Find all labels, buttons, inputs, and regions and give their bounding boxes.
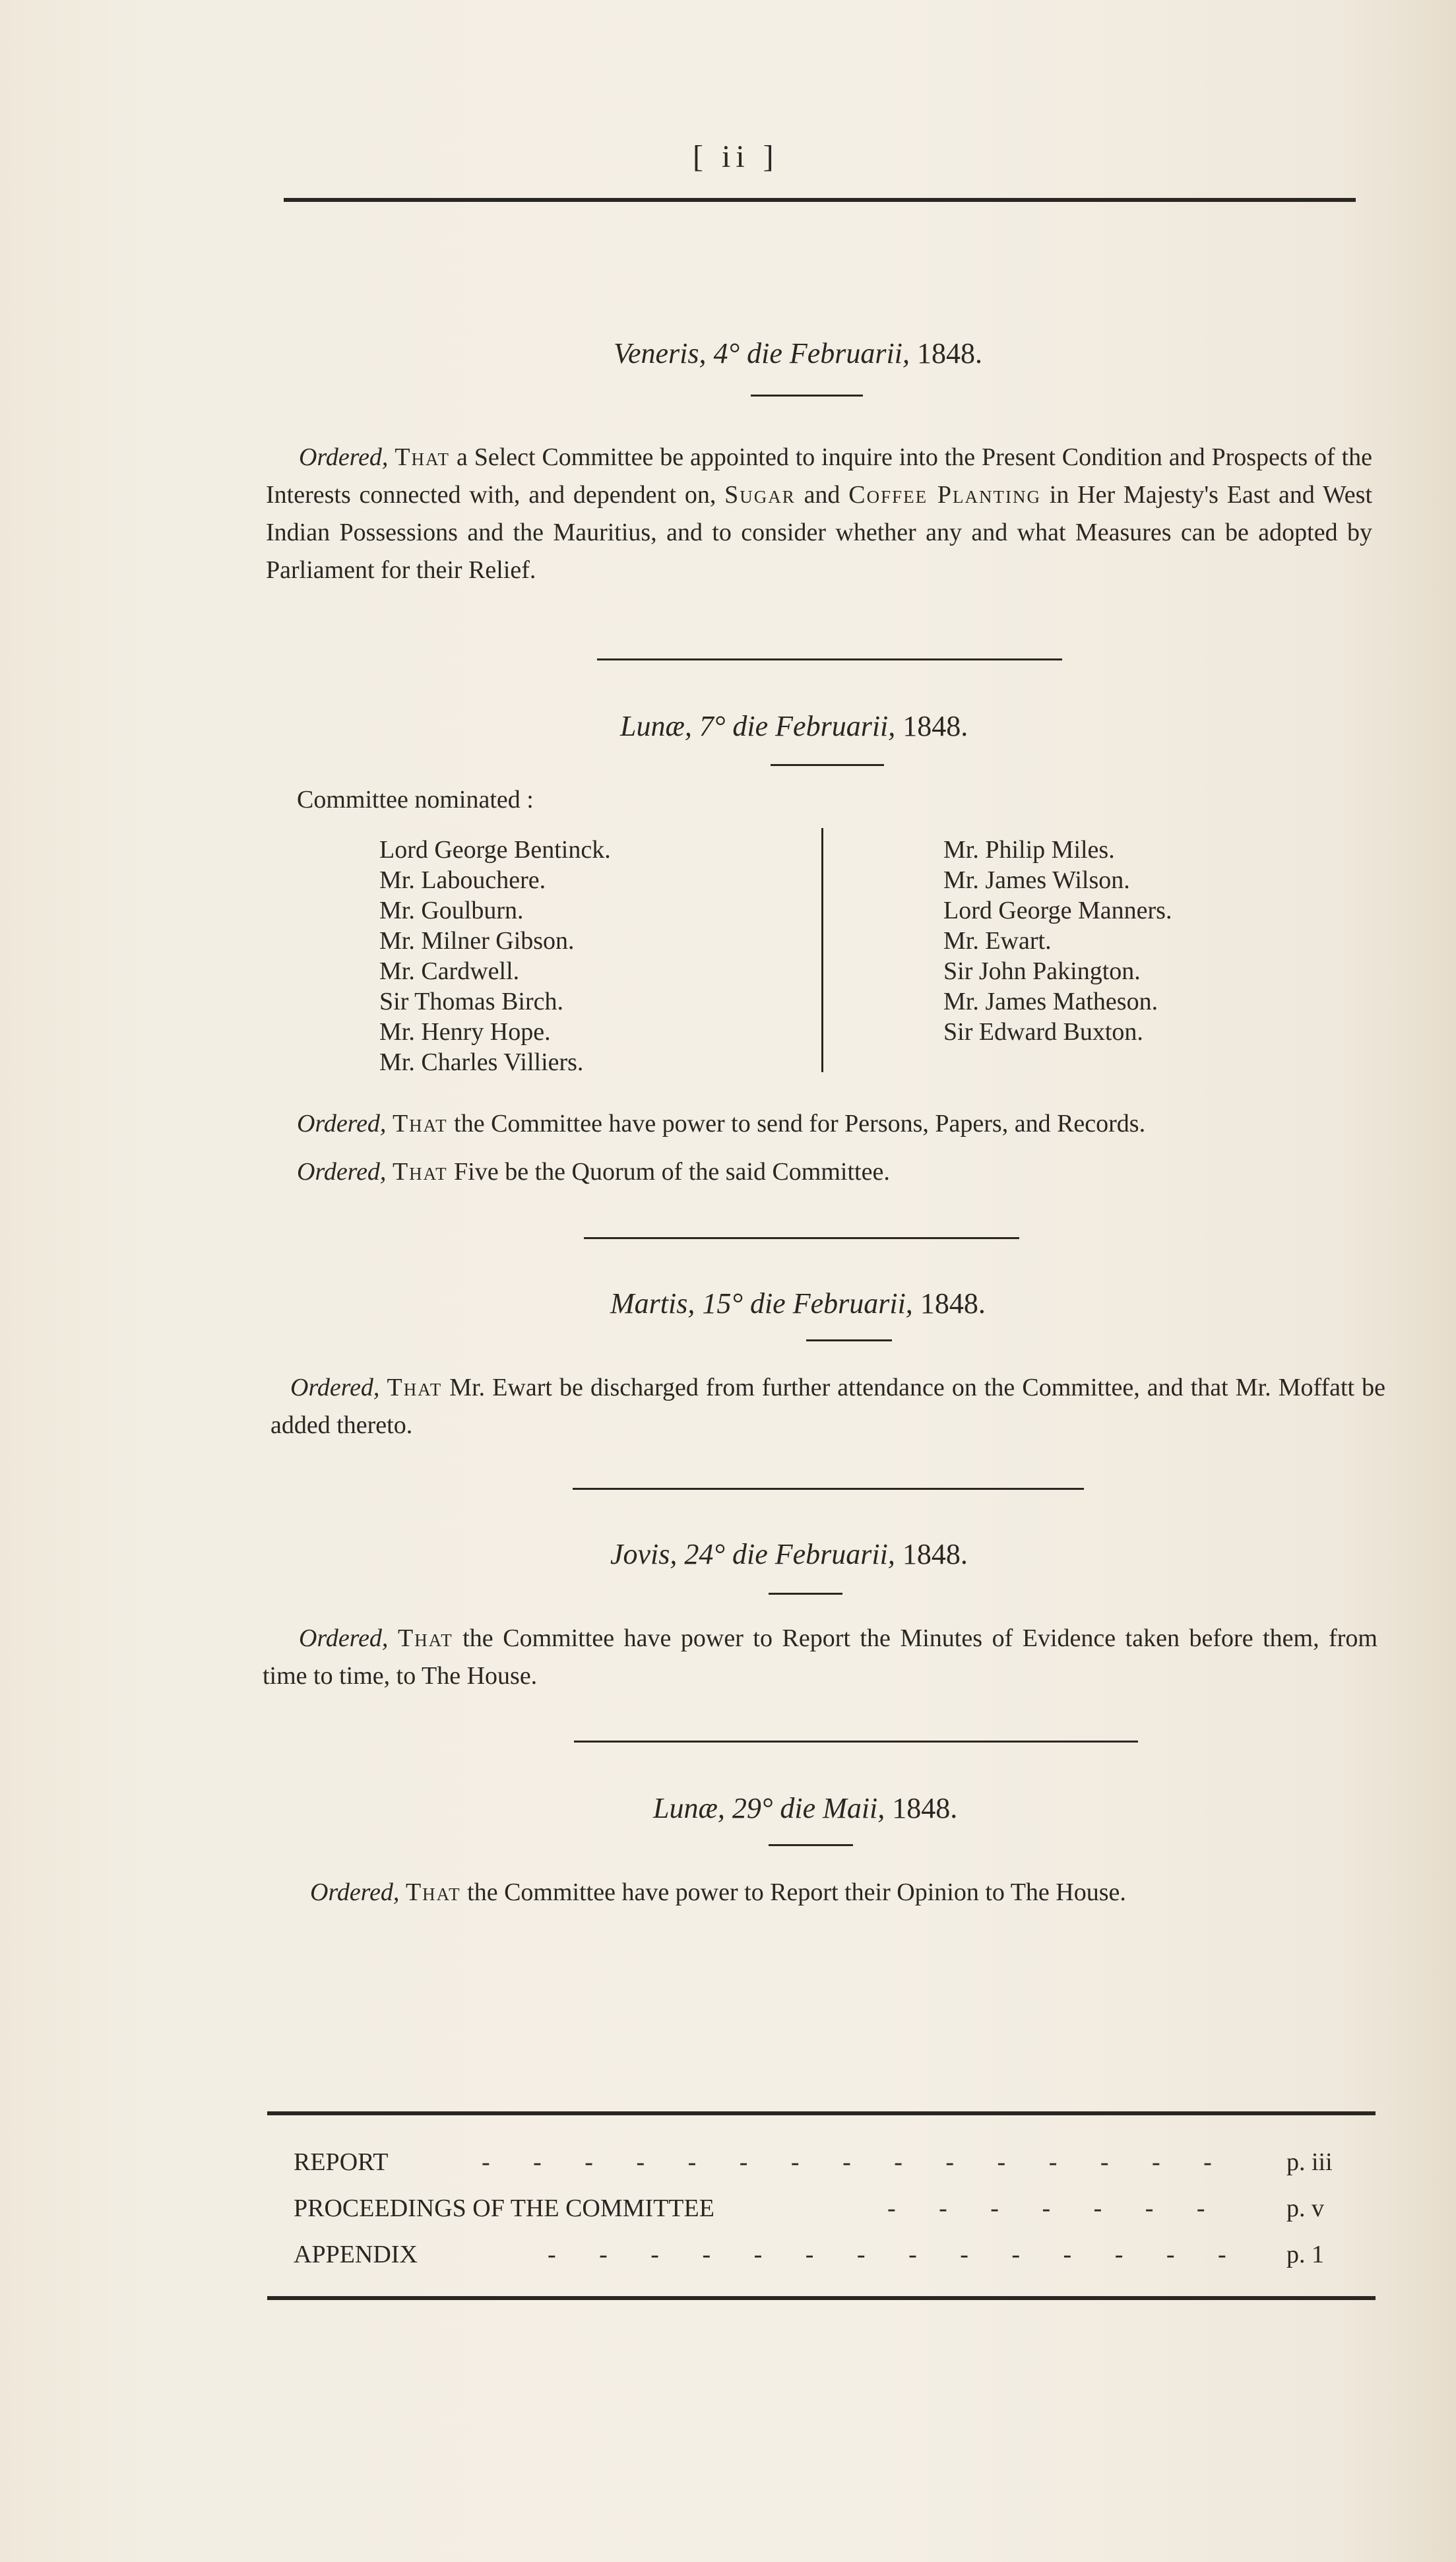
toc-dots: - - - - - - -	[887, 2194, 1224, 2222]
that-word: That	[387, 1374, 443, 1401]
member-name: Lord George Bentinck.	[379, 836, 611, 864]
toc-page-ref: p. v	[1286, 2194, 1324, 2222]
date-year: 1848.	[912, 1287, 986, 1320]
member-name: Sir Edward Buxton.	[943, 1018, 1143, 1046]
order-paragraph	[266, 439, 1372, 589]
toc-dots: - - - - - - - - - - - - - -	[548, 2241, 1245, 2268]
toc-dots: - - - - - - - - - - - - - - -	[482, 2148, 1230, 2176]
header-rule	[284, 198, 1356, 202]
toc-leader	[887, 2194, 1224, 2223]
date-year: 1848.	[895, 1538, 968, 1570]
dateline-veneris	[614, 336, 982, 370]
member-name: Lord George Manners.	[943, 897, 1172, 924]
order-paragraph	[297, 1153, 1379, 1191]
section-rule	[597, 658, 1062, 660]
order-paragraph	[270, 1369, 1385, 1444]
section-rule	[584, 1237, 1019, 1239]
that-word: That	[405, 1878, 461, 1906]
dateline-jovis	[610, 1537, 968, 1571]
sugar-word: Sugar	[724, 481, 796, 509]
member-name: Sir John Pakington.	[943, 957, 1141, 985]
page-number: [ ii ]	[693, 139, 779, 174]
order-paragraph	[310, 1874, 1379, 1911]
date-rest: 7° die Februarii,	[691, 710, 896, 742]
member-name: Mr. Cardwell.	[379, 957, 520, 985]
member-name: Mr. Henry Hope.	[379, 1018, 551, 1046]
date-day: Lunæ,	[620, 710, 692, 742]
order-text: a Select Committee be appointed to inquire into the Present Condition and Prospects of the Interests connected with, and dependent on,	[266, 443, 1373, 509]
toc-label: APPENDIX	[294, 2241, 418, 2268]
that-word: That	[392, 1158, 448, 1186]
members-left-column	[379, 835, 611, 1077]
date-year: 1848.	[885, 1792, 958, 1824]
member-name: Mr. Milner Gibson.	[379, 927, 575, 955]
member-name: Mr. James Wilson.	[943, 866, 1130, 894]
toc-leader	[548, 2240, 1245, 2269]
date-day: Veneris,	[614, 337, 707, 369]
date-rest: 24° die Februarii,	[677, 1538, 895, 1570]
ordered-word: Ordered,	[297, 1158, 387, 1186]
contents-bottom-rule	[267, 2296, 1376, 2300]
member-name: Mr. Philip Miles.	[943, 836, 1115, 864]
that-word: That	[395, 443, 451, 471]
toc-page-ref: p. 1	[1286, 2241, 1324, 2268]
short-rule	[769, 1844, 853, 1846]
contents-top-rule	[267, 2111, 1376, 2115]
member-name: Mr. James Matheson.	[943, 988, 1158, 1015]
toc-row-report	[294, 2148, 388, 2177]
section-rule	[573, 1488, 1084, 1490]
toc-label: PROCEEDINGS OF THE COMMITTEE	[294, 2194, 714, 2222]
ordered-word: Ordered,	[299, 443, 389, 471]
short-rule	[771, 764, 884, 766]
dateline-martis	[610, 1287, 986, 1320]
and-word: and	[795, 481, 849, 509]
that-word: That	[397, 1624, 453, 1652]
ordered-word: Ordered,	[290, 1374, 380, 1401]
order-text: Mr. Ewart be discharged from further attendance on the Committee, and that Mr. Moffatt be added thereto.	[270, 1374, 1386, 1439]
date-day: Martis,	[610, 1287, 695, 1320]
order-text: the Committee have power to Report their Opinion to The House.	[460, 1878, 1126, 1906]
short-rule	[806, 1339, 892, 1341]
toc-leader	[482, 2148, 1230, 2177]
column-divider	[821, 828, 823, 1072]
date-day: Lunæ,	[653, 1792, 725, 1824]
order-text: Five be the Quorum of the said Committee.	[447, 1158, 890, 1186]
ordered-word: Ordered,	[310, 1878, 400, 1906]
section-rule	[574, 1741, 1138, 1743]
short-rule	[769, 1593, 842, 1595]
member-name: Mr. Labouchere.	[379, 866, 546, 894]
members-right-column	[943, 835, 1172, 1047]
short-rule	[751, 395, 863, 397]
order-text: in Her Majesty's East and West Indian Possessions and the Mauritius, and to consider whether any and what Measures can be adopted by Parliament for their Relief.	[266, 481, 1372, 584]
toc-page-ref: p. iii	[1286, 2148, 1333, 2176]
that-word: That	[392, 1110, 448, 1137]
ordered-word: Ordered,	[299, 1624, 389, 1652]
coffee-planting-words: Coffee Planting	[848, 481, 1041, 509]
order-text: the Committee have power to send for Persons, Papers, and Records.	[447, 1110, 1146, 1137]
order-text: the Committee have power to Report the Minutes of Evidence taken before them, from time to time, to The House.	[263, 1624, 1377, 1690]
order-paragraph	[263, 1620, 1377, 1695]
dateline-lunae-maii	[653, 1791, 957, 1825]
member-name: Mr. Ewart.	[943, 927, 1052, 955]
member-name: Mr. Goulburn.	[379, 897, 524, 924]
date-rest: 4° die Februarii,	[706, 337, 910, 369]
toc-row-proceedings	[294, 2194, 714, 2223]
date-year: 1848.	[895, 710, 968, 742]
member-name: Sir Thomas Birch.	[379, 988, 564, 1015]
ordered-word: Ordered,	[297, 1110, 387, 1137]
member-name: Mr. Charles Villiers.	[379, 1048, 584, 1076]
toc-label: REPORT	[294, 2148, 389, 2176]
order-paragraph	[297, 1105, 1379, 1143]
date-rest: 15° die Februarii,	[695, 1287, 913, 1320]
date-rest: 29° die Maii,	[724, 1792, 885, 1824]
committee-label: Committee nominated :	[297, 786, 534, 814]
dateline-lunae	[620, 709, 968, 743]
date-day: Jovis,	[610, 1538, 678, 1570]
toc-row-appendix	[294, 2240, 418, 2269]
date-year: 1848.	[909, 337, 982, 369]
